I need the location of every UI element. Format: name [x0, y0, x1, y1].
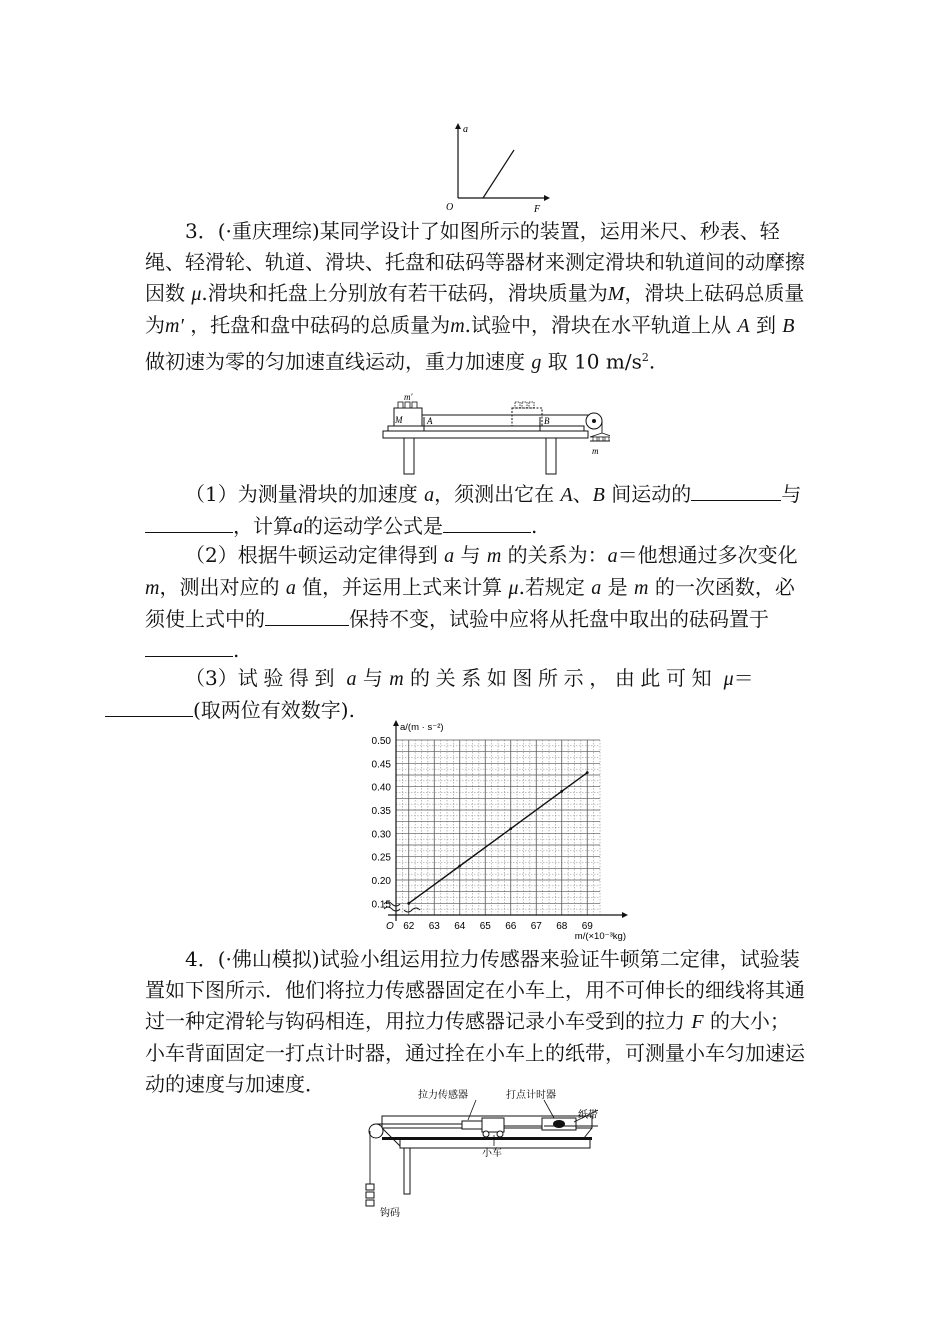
x-tick-label: 67 [530, 921, 542, 932]
sub-var: μ [508, 577, 519, 599]
slider-apparatus-figure [380, 393, 610, 478]
label-hooks: 钩码 [380, 1208, 400, 1219]
label-sensor: 拉力传感器 [418, 1090, 468, 1101]
q4-F: F [691, 1011, 704, 1033]
label-cart: 小车 [482, 1148, 502, 1159]
y-axis-arrow [393, 720, 399, 726]
label-mprime: m′ [404, 393, 413, 402]
sub-var: a [285, 577, 296, 599]
answer-blank[interactable] [691, 479, 781, 501]
data-point [407, 902, 410, 905]
q3-M: M [607, 283, 625, 305]
q3-sub3 [145, 663, 805, 726]
sub-number: （1） [185, 482, 238, 506]
x-tick-label: 68 [556, 921, 568, 932]
q3-text: 到 [755, 313, 776, 337]
q3-text: 取 10 m/s [547, 349, 642, 374]
q3-text: .滑块和托盘上分别放有若干砝码，滑块质量为 [201, 281, 608, 305]
q3-mu: μ [191, 283, 202, 305]
y-tick-label: 0.40 [371, 782, 391, 794]
sub-text: 的运动学公式是 [303, 514, 443, 538]
sub-var: m [634, 577, 649, 599]
answer-blank[interactable] [443, 511, 531, 533]
a-f-graph [440, 120, 550, 218]
q4-stem [145, 944, 805, 1100]
q3-g: g [531, 351, 542, 374]
data-point [509, 827, 512, 830]
sub-text: 的关系如图所示，由此可知 [410, 666, 718, 690]
x-tick-label: 66 [505, 921, 517, 932]
axis-f-label: F [534, 204, 541, 215]
chart-origin-label: O [386, 921, 394, 932]
y-tick-label: 0.25 [371, 852, 391, 864]
label-M: M [395, 415, 403, 425]
y-tick-label: 0.35 [371, 806, 391, 817]
label-A: A [427, 416, 433, 426]
x-tick-label: 65 [479, 921, 491, 932]
q3-text: 某同学设计了如图所示的装置，运用米尺、秒表、轻绳、轻滑轮、轨道、滑块、托盘和砝码等器材来测定滑块和轨道间的动摩擦因数 [145, 219, 805, 305]
sub-text: 试验得到 [237, 666, 341, 690]
x-axis-label: m/(×10⁻³kg) [574, 931, 626, 942]
label-tape: 纸带 [578, 1110, 598, 1121]
q3-text: 做初速为零的匀加速直线运动，重力加速度 [145, 349, 525, 374]
q3-A: A [737, 315, 750, 337]
q3-B: B [782, 315, 795, 337]
q3-sub2 [145, 540, 805, 666]
sub-text: . [531, 514, 538, 538]
origin-label: O [446, 202, 454, 213]
sub-text: ，测出对应的 [159, 575, 280, 599]
q3-mprime: m′ [165, 315, 184, 337]
x-tick-label: 63 [428, 921, 440, 932]
sub-var: μ [723, 668, 734, 690]
x-axis-arrow [622, 912, 628, 918]
q3-text: .试验中，滑块在水平轨道上从 [464, 313, 731, 337]
q4-text: 的大小；小车背面固定一打点计时器，通过拴在小车上的纸带，可测量小车匀加速运动的速度与加速度． [145, 1009, 805, 1096]
sub-text: 是 [607, 575, 628, 599]
sub-var: a [607, 545, 618, 567]
q3-text: ，托盘和盘中砝码的总质量为 [190, 313, 451, 337]
y-tick-label: 0.45 [371, 759, 391, 771]
answer-blank[interactable] [145, 511, 233, 533]
sub-text: ＝ [733, 666, 754, 690]
sub-text: ＝他想通过多次变化 [617, 543, 798, 567]
sub-var: a [293, 516, 303, 538]
data-point [560, 790, 563, 793]
sub-text: 与 [460, 543, 481, 567]
q3-sub1 [145, 479, 805, 543]
label-timer: 打点计时器 [506, 1090, 556, 1101]
label-B: B [544, 416, 550, 426]
sub-var: A [560, 484, 573, 506]
sub-text: 值，并运用上式来计算 [302, 575, 503, 599]
q3-text: ，滑块上砝码总质量为 [145, 281, 805, 337]
q3-source: (·重庆理综) [217, 219, 320, 243]
cart-apparatus-figure [358, 1086, 598, 1221]
y-tick-label: 0.30 [371, 829, 391, 841]
y-axis-label: a/(m · s⁻²) [400, 722, 444, 733]
sub-text: (取两位有效数字). [193, 698, 355, 722]
sub-var: a [591, 577, 602, 599]
x-tick-label: 64 [454, 921, 466, 932]
axis-a-label: a [463, 124, 468, 135]
q3-m: m [450, 315, 465, 337]
sub-var: a [346, 668, 357, 690]
sub-text: 保持不变，试验中应将从托盘中取出的砝码置于 [349, 607, 769, 631]
sub-var: m [389, 668, 404, 690]
sub-text: .若规定 [518, 575, 585, 599]
y-tick-label: 0.50 [371, 736, 391, 747]
x-tick-label: 69 [581, 921, 593, 932]
sub-number: （3） [185, 666, 238, 690]
label-m: m [592, 446, 599, 456]
q3-number: 3． [185, 219, 218, 243]
data-point [458, 865, 461, 868]
q4-number: 4． [185, 947, 218, 971]
sub-var: B [592, 484, 605, 506]
sub-number: （2） [185, 543, 238, 567]
data-point [586, 771, 589, 774]
sub-text: 的一次函数，必须使上式中的 [145, 575, 795, 631]
y-tick-label: 0.20 [371, 876, 391, 887]
axis-break [404, 908, 420, 912]
sub-var: a [444, 545, 455, 567]
sub-var: a [424, 484, 435, 506]
sub-var: m [486, 545, 502, 567]
sub-text: 间运动的 [611, 482, 692, 506]
sub-text: 为测量滑块的加速度 [237, 482, 418, 506]
sub-var: m [145, 577, 160, 599]
y-tick-label: 0.15 [371, 899, 391, 911]
sub-text: 的关系为： [507, 543, 608, 567]
answer-blank[interactable] [145, 635, 233, 657]
sub-text: 与 [781, 482, 802, 506]
q3-text: . [648, 349, 656, 374]
sub-text: 根据牛顿运动定律得到 [237, 543, 438, 567]
sub-text: 、 [572, 482, 593, 506]
a-m-chart [358, 718, 638, 943]
x-tick-label: 62 [403, 921, 415, 932]
q4-source: (·佛山模拟) [217, 947, 320, 971]
sub-text: ，须测出它在 [434, 482, 555, 506]
q4-text: 试验小组运用拉力传感器来验证牛顿第二定律，试验装置如下图所示．他们将拉力传感器固定在小车上，用不可伸长的细线将其通过一种定滑轮与钩码相连，用拉力传感器记录小车受到的拉力 [145, 947, 805, 1033]
answer-blank[interactable] [105, 695, 193, 717]
sub-text: 与 [362, 666, 383, 690]
sub-text: ，计算 [233, 514, 293, 538]
q3-stem [145, 216, 805, 379]
answer-blank[interactable] [265, 604, 349, 626]
sub-text: . [233, 638, 240, 662]
q3-sup: 2 [641, 351, 649, 364]
